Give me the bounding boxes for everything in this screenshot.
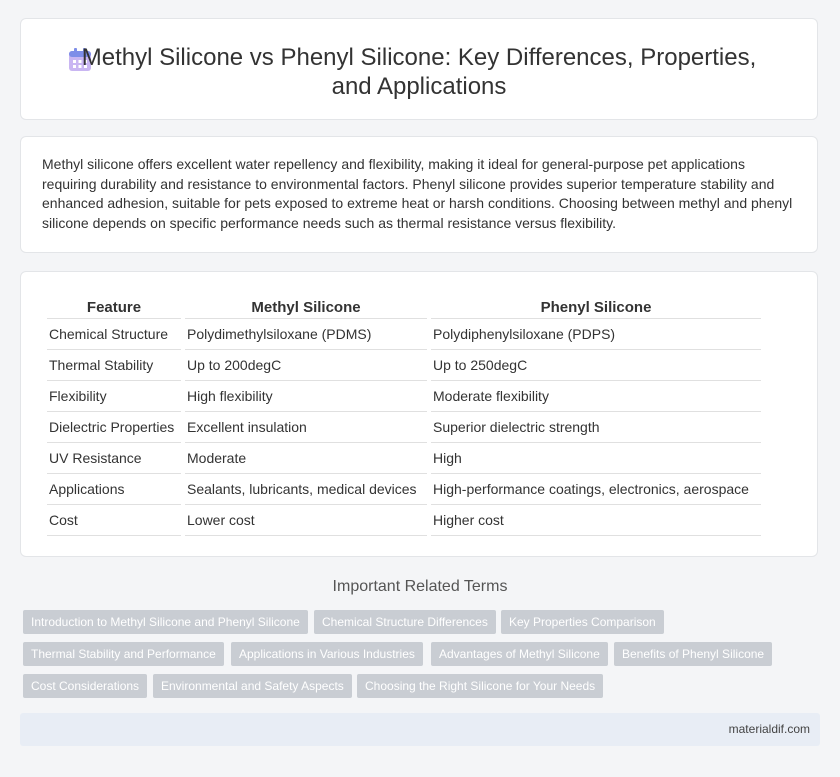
feature-cell: Thermal Stability [47,350,181,381]
feature-cell: UV Resistance [47,443,181,474]
footer-site-link[interactable]: materialdif.com [728,722,810,736]
phenyl-cell: Up to 250degC [431,350,761,381]
phenyl-cell: Higher cost [431,505,761,536]
methyl-cell: Up to 200degC [185,350,427,381]
intro-card [20,136,818,253]
feature-cell: Flexibility [47,381,181,412]
table-header-row [47,296,761,319]
header-feature: Feature [47,296,181,319]
phenyl-cell: High [431,443,761,474]
related-tag-thermal-stability[interactable]: Thermal Stability and Performance [23,642,224,666]
related-tag-benefits-phenyl[interactable]: Benefits of Phenyl Silicone [614,642,772,666]
table-row [47,474,761,505]
feature-cell: Chemical Structure [47,319,181,350]
related-tag-key-properties[interactable]: Key Properties Comparison [501,610,664,634]
table-row [47,381,761,412]
title-card [20,18,818,120]
feature-cell: Dielectric Properties [47,412,181,443]
related-tag-cost[interactable]: Cost Considerations [23,674,147,698]
methyl-cell: Excellent insulation [185,412,427,443]
related-terms-heading: Important Related Terms [332,578,508,595]
feature-cell: Cost [47,505,181,536]
methyl-cell: Moderate [185,443,427,474]
feature-cell: Applications [47,474,181,505]
comparison-card [20,271,818,557]
related-tag-intro[interactable]: Introduction to Methyl Silicone and Phenyl Silicone [23,610,308,634]
table-row [47,319,761,350]
phenyl-cell: Superior dielectric strength [431,412,761,443]
header-methyl: Methyl Silicone [185,296,427,319]
related-tag-environmental-safety[interactable]: Environmental and Safety Aspects [153,674,352,698]
table-row [47,443,761,474]
phenyl-cell: Polydiphenylsiloxane (PDPS) [431,319,761,350]
methyl-cell: High flexibility [185,381,427,412]
methyl-cell: Lower cost [185,505,427,536]
header-phenyl: Phenyl Silicone [431,296,761,319]
footer-bar [20,713,820,746]
related-tag-choosing-silicone[interactable]: Choosing the Right Silicone for Your Needs [357,674,603,698]
page-title: Methyl Silicone vs Phenyl Silicone: Key Differences, Properties, and Applications [81,44,757,100]
phenyl-cell: High-performance coatings, electronics, aerospace [431,474,761,505]
related-tag-advantages-methyl[interactable]: Advantages of Methyl Silicone [431,642,608,666]
methyl-cell: Sealants, lubricants, medical devices [185,474,427,505]
related-tag-applications[interactable]: Applications in Various Industries [231,642,423,666]
comparison-table [43,296,765,536]
methyl-cell: Polydimethylsiloxane (PDMS) [185,319,427,350]
related-tag-chemical-structure[interactable]: Chemical Structure Differences [314,610,496,634]
table-row [47,505,761,536]
intro-paragraph: Methyl silicone offers excellent water repellency and flexibility, making it ideal for general-purpose pet applications requiring durability and resistance to environmental factors. Phenyl silicone provides superior temperature stability and enhanced adhesion, suitable for pets exposed to extreme heat or harsh conditions. Choosing between methyl and phenyl silicone depends on specific performance needs such as thermal resistance versus flexibility. [42,156,793,231]
phenyl-cell: Moderate flexibility [431,381,761,412]
table-row [47,350,761,381]
table-row [47,412,761,443]
